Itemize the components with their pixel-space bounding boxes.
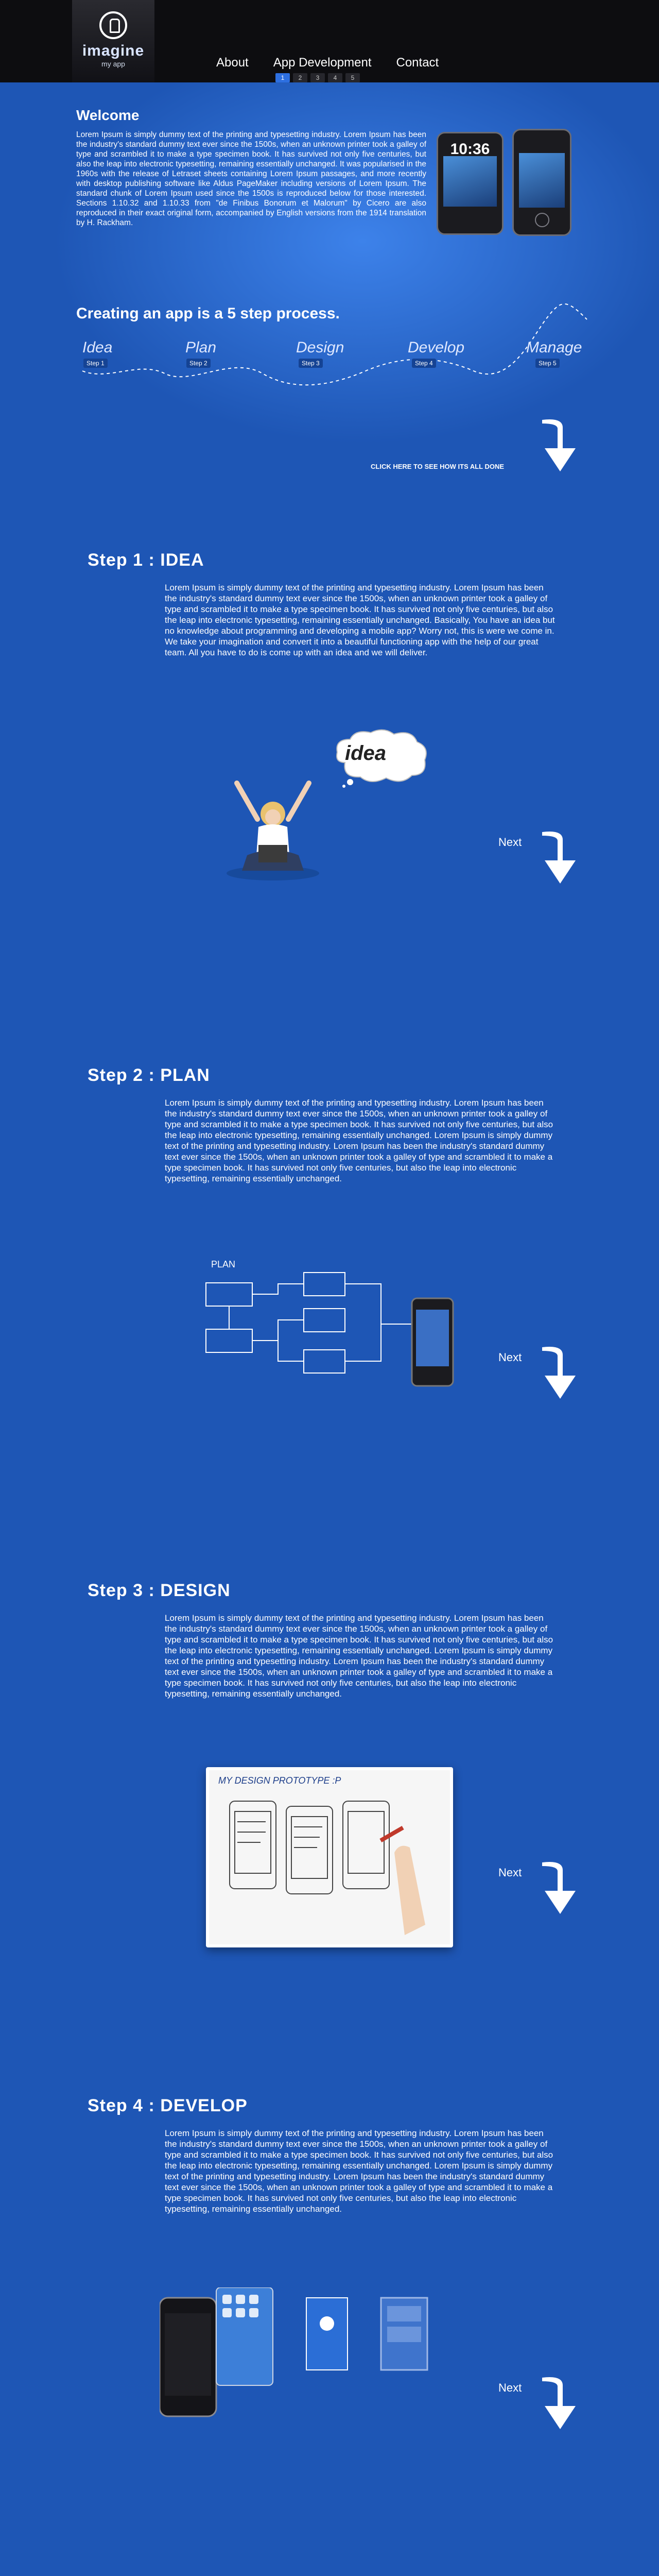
- next-label[interactable]: Next: [498, 1866, 522, 1879]
- wireframe-sketch-graphic: [209, 1791, 450, 1945]
- next-arrow-icon[interactable]: [540, 1860, 581, 1917]
- step-text: Lorem Ipsum is simply dummy text of the printing and typesetting industry. Lorem Ipsum has been the industry's standard dummy text ever since the 1500s, when an unknown printer took a galley of type and scrambled it to make a type specimen book. It has survived not only five centuries, but also the leap into electronic typesetting, remaining essentially unchanged. Lorem Ipsum is simply dummy text of the printing and typesetting industry. Lorem Ipsum has been the industry's standard dummy text ever since the 1500s, when an unknown printer took a galley of type and scrambled it to make a type specimen book. It has survived not only five centuries, but also the leap into electronic typesetting, remaining essentially unchanged.: [165, 1613, 553, 1699]
- steps-heading: Creating an app is a 5 step process.: [76, 305, 340, 322]
- idea-word: idea: [345, 742, 387, 765]
- welcome-text: Lorem Ipsum is simply dummy text of the printing and typesetting industry. Lorem Ipsum has been the industry's standard dummy text ever since the 1500s, when an unknown printer took a galley of type and scrambled it to make a type specimen book. It has survived not only five centuries, but also the leap into electronic typesetting, remaining essentially unchanged. It was popularised in the 1960s with the release of Letraset sheets containing Lorem Ipsum passages, and more recently with desktop publishing software like Aldus PageMaker including versions of Lorem Ipsum. The standard chunk of Lorem Ipsum used since the 1500s is reproduced below for those interested. Sections 1.10.32 and 1.10.33 from "de Finibus Bonorum et Malorum" by Cicero are also reproduced in their exact original form, accompanied by English versions from the 1914 translation by H. Rackham.: [76, 130, 426, 227]
- step-tag-5: Step 5: [535, 359, 560, 368]
- next-label[interactable]: Next: [498, 2381, 522, 2394]
- step-section-plan: [0, 1056, 659, 1571]
- step-tag-1: Step 1: [83, 359, 108, 368]
- step-label-design[interactable]: Design: [296, 339, 344, 356]
- next-arrow-icon[interactable]: [540, 1345, 581, 1401]
- pager-dot-2[interactable]: 2: [293, 73, 307, 82]
- slide-pager: [275, 73, 360, 82]
- step-heading: [88, 1581, 231, 1601]
- design-caption: MY DESIGN PROTOTYPE :P: [218, 1775, 341, 1786]
- step-section-idea: [0, 541, 659, 1056]
- step-section-design: [0, 1571, 659, 2087]
- phone-clock: 10:36: [450, 141, 490, 158]
- pager-dot-1[interactable]: 1: [275, 73, 290, 82]
- steps-path-graphic: [77, 289, 592, 386]
- step-heading: [88, 550, 204, 570]
- step-text: Lorem Ipsum is simply dummy text of the printing and typesetting industry. Lorem Ipsum has been the industry's standard dummy text ever since the 1500s, when an unknown printer took a galley of type and scrambled it to make a type specimen book. It has survived not only five centuries, but also the leap into electronic typesetting, remaining essentially unchanged. Lorem Ipsum is simply dummy text of the printing and typesetting industry. Lorem Ipsum has been the industry's standard dummy text ever since the 1500s, when an unknown printer took a galley of type and scrambled it to make a type specimen book. It has survived not only five centuries, but also the leap into electronic typesetting, remaining essentially unchanged.: [165, 1098, 553, 1183]
- click-here-link[interactable]: CLICK HERE TO SEE HOW ITS ALL DONE: [371, 463, 505, 470]
- step-label-develop[interactable]: Develop: [408, 339, 465, 356]
- pager-dot-3[interactable]: 3: [310, 73, 325, 82]
- step-label-plan[interactable]: Plan: [185, 339, 217, 356]
- pager-dot-5[interactable]: 5: [345, 73, 360, 82]
- step-label-idea[interactable]: Idea: [82, 339, 113, 356]
- step-prefix: Step 1 :: [88, 550, 155, 570]
- phone-screen: [519, 153, 565, 208]
- iphone-image: [512, 129, 571, 236]
- logo-tagline: my app: [101, 60, 125, 68]
- nav-about[interactable]: About: [216, 56, 249, 70]
- step-heading: [88, 2096, 248, 2116]
- home-button-icon: [535, 213, 549, 227]
- step-tag-3: Step 3: [299, 359, 323, 368]
- nav-app-development[interactable]: App Development: [273, 56, 372, 70]
- design-sketch-image: [206, 1767, 453, 1947]
- pager-dot-4[interactable]: 4: [328, 73, 342, 82]
- step-label-manage[interactable]: Manage: [526, 339, 582, 356]
- next-arrow-icon[interactable]: [540, 829, 581, 886]
- welcome-title: Welcome: [76, 107, 140, 123]
- welcome-section: [0, 82, 659, 479]
- nav-contact[interactable]: Contact: [396, 56, 439, 70]
- develop-phones-image: [160, 2287, 469, 2442]
- step-section-develop: [0, 2087, 659, 2576]
- plan-art-title: PLAN: [211, 1259, 236, 1269]
- site-header: [0, 0, 659, 82]
- step-prefix: Step 3 :: [88, 1581, 155, 1600]
- step-text: Lorem Ipsum is simply dummy text of the printing and typesetting industry. Lorem Ipsum has been the industry's standard dummy text ever since the 1500s, when an unknown printer took a galley of type and scrambled it to make a type specimen book. It has survived not only five centuries, but also the leap into electronic typesetting, remaining essentially unchanged. Basically, You have an idea but no knowledge about programming and developing a mobile app? Worry not, this is were we come in. We take your imagination and convert it into a beautiful functioning app with the help of our great team. All you have to do is come up with an idea and we will deliver.: [165, 583, 555, 657]
- step-name: IDEA: [160, 550, 204, 570]
- next-arrow-icon[interactable]: [540, 2375, 581, 2432]
- step-prefix: Step 2 :: [88, 1065, 155, 1085]
- step-name: DEVELOP: [160, 2096, 248, 2115]
- plan-flowchart-image: [196, 1252, 515, 1406]
- phone-screen: [443, 156, 497, 207]
- site-logo[interactable]: [72, 0, 154, 82]
- step-name: PLAN: [160, 1065, 210, 1085]
- logo-word: imagine: [82, 42, 145, 59]
- step-heading: [88, 1065, 210, 1086]
- step-tag-4: Step 4: [412, 359, 436, 368]
- logo-icon: [99, 11, 127, 39]
- step-prefix: Step 4 :: [88, 2096, 155, 2115]
- main-nav: [216, 56, 439, 70]
- next-label[interactable]: Next: [498, 1351, 522, 1364]
- step-text: Lorem Ipsum is simply dummy text of the printing and typesetting industry. Lorem Ipsum has been the industry's standard dummy text ever since the 1500s, when an unknown printer took a galley of type and scrambled it to make a type specimen book. It has survived not only five centuries, but also the leap into electronic typesetting, remaining essentially unchanged. Lorem Ipsum is simply dummy text of the printing and typesetting industry. Lorem Ipsum has been the industry's standard dummy text ever since the 1500s, when an unknown printer took a galley of type and scrambled it to make a type specimen book. It has survived not only five centuries, but also the leap into electronic typesetting, remaining essentially unchanged.: [165, 2128, 553, 2214]
- next-label[interactable]: Next: [498, 836, 522, 849]
- step-name: DESIGN: [160, 1581, 231, 1600]
- excited-girl-laptop-image: [216, 773, 330, 886]
- down-arrow-icon[interactable]: [540, 417, 581, 474]
- step-tag-2: Step 2: [186, 359, 211, 368]
- android-phone-image: [437, 132, 504, 235]
